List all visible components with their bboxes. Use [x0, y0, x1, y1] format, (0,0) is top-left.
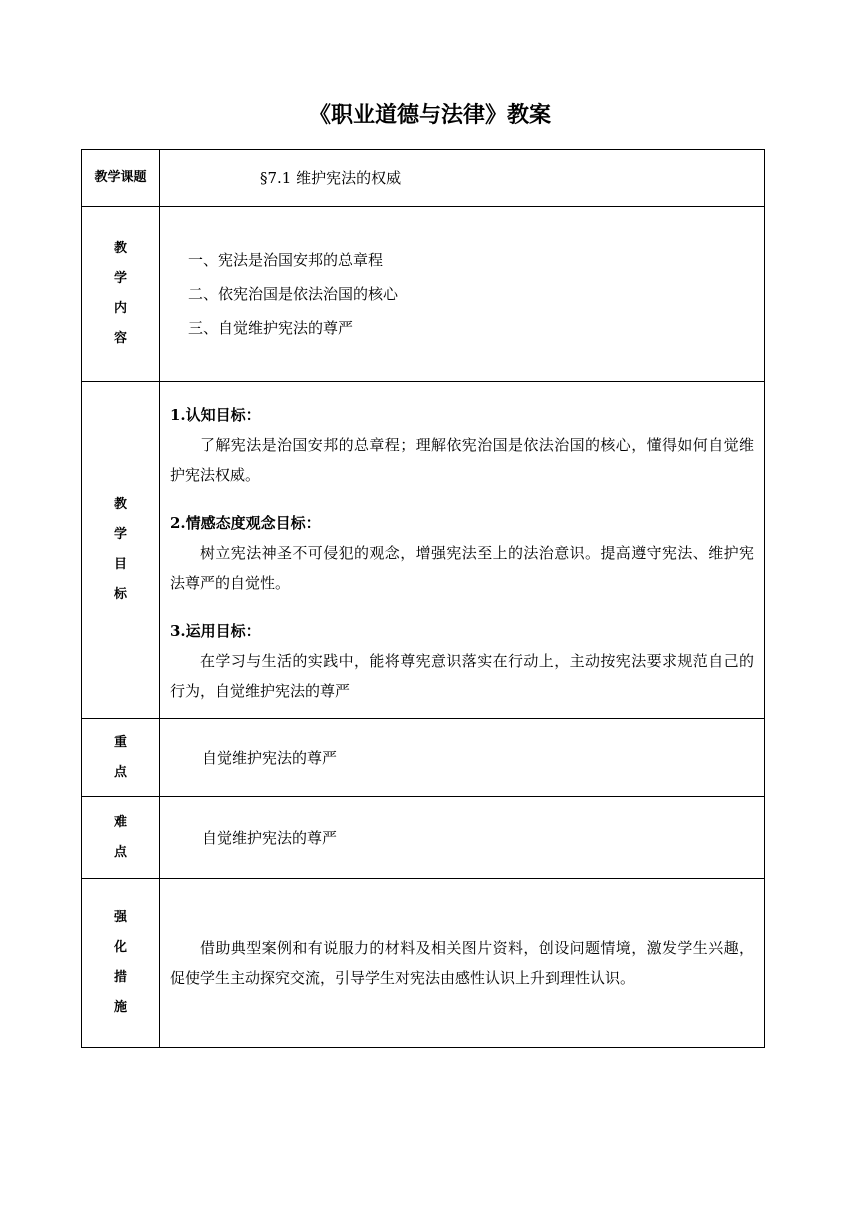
- label-objectives: [82, 382, 160, 719]
- label-char: 化: [113, 940, 127, 955]
- difficulty-value: 自觉维护宪法的尊严: [202, 828, 338, 847]
- label-char: 容: [113, 331, 127, 346]
- label-char: 施: [113, 1000, 127, 1015]
- cell-content: [160, 207, 765, 382]
- label-char: 教: [113, 241, 127, 256]
- row-measures: [82, 879, 765, 1048]
- label-difficulty: [82, 797, 160, 879]
- cell-difficulty: [160, 797, 765, 879]
- cell-measures: [160, 879, 765, 1048]
- goal-heading: 3.运用目标：: [170, 622, 261, 640]
- key-point-value: 自觉维护宪法的尊严: [202, 748, 338, 767]
- goal-text: 了解宪法是治国安邦的总章程；理解依宪治国是依法治国的核心，懂得如何自觉维护宪法权威。: [170, 436, 754, 484]
- label-char: 重: [113, 734, 127, 750]
- content-item: 一、宪法是治国安邦的总章程: [188, 251, 384, 269]
- label-content: [82, 207, 160, 382]
- label-key-point: [82, 719, 160, 797]
- content-item: 二、依宪治国是依法治国的核心: [188, 285, 399, 303]
- label-char: 点: [113, 844, 127, 860]
- content-item: 三、自觉维护宪法的尊严: [188, 319, 354, 337]
- label-char: 教: [113, 497, 127, 512]
- cell-key-point: [160, 719, 765, 797]
- label-char: 学: [113, 527, 127, 542]
- label-topic: [82, 150, 160, 207]
- label-char: 难: [113, 814, 127, 830]
- measures-value: 借助典型案例和有说服力的材料及相关图片资料，创设问题情境，激发学生兴趣，促使学生主动探究交流，引导学生对宪法由感性认识上升到理性认识。: [170, 939, 754, 987]
- label-char: 学: [113, 271, 127, 286]
- content-list: [160, 243, 764, 345]
- row-difficulty: [82, 797, 765, 879]
- label-topic-text: 教学课题: [94, 170, 147, 185]
- goal-text: 在学习与生活的实践中，能将尊宪意识落实在行动上，主动按宪法要求规范自己的行为，自觉维护宪法的尊严: [170, 652, 754, 700]
- label-char: 措: [113, 970, 127, 985]
- row-topic: [82, 150, 765, 207]
- lesson-plan-table: [81, 149, 765, 1048]
- label-char: 强: [113, 910, 127, 925]
- goal-heading: 2.情感态度观念目标：: [170, 514, 321, 532]
- row-objectives: [82, 382, 765, 719]
- goal-text: 树立宪法神圣不可侵犯的观念，增强宪法至上的法治意识。提高遵守宪法、维护宪法尊严的自觉性。: [170, 544, 754, 592]
- document-title: 《职业道德与法律》教案: [308, 103, 551, 128]
- cell-objectives: [160, 382, 765, 719]
- topic-value: §7.1 维护宪法的权威: [260, 169, 402, 187]
- label-char: 标: [113, 587, 127, 602]
- goal-heading: 1.认知目标：: [170, 406, 261, 424]
- label-char: 目: [113, 557, 127, 572]
- cell-topic: [160, 150, 765, 207]
- label-char: 内: [113, 301, 127, 316]
- goals-list: [160, 382, 764, 718]
- row-key-point: [82, 719, 765, 797]
- label-char: 点: [113, 764, 127, 780]
- label-measures: [82, 879, 160, 1048]
- row-content: [82, 207, 765, 382]
